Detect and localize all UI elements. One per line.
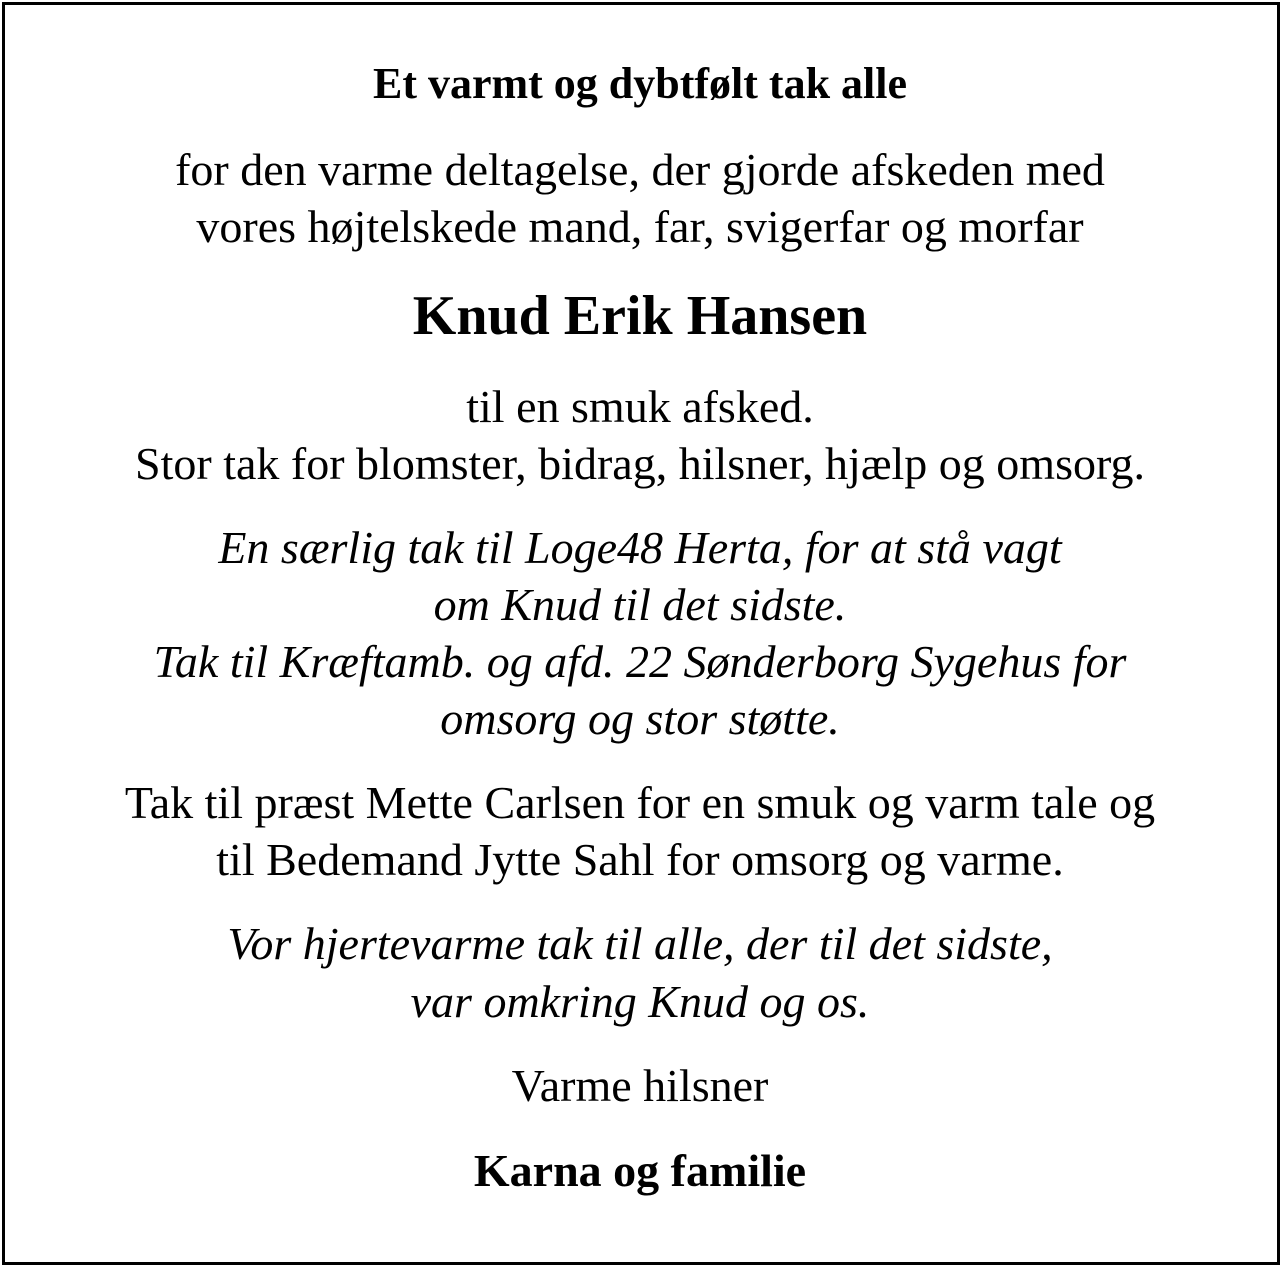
intro-line-1: for den varme deltagelse, der gjorde afskeden med bbox=[175, 144, 1105, 195]
closing-line-2: var omkring Knud og os. bbox=[410, 976, 870, 1027]
special-thanks-line-1: En særlig tak til Loge48 Herta, for at stå vagt bbox=[218, 522, 1062, 573]
priest-thanks-line-2: til Bedemand Jytte Sahl for omsorg og varme. bbox=[216, 834, 1064, 885]
signature: Karna og familie bbox=[473, 1145, 807, 1196]
special-thanks-line-4: omsorg og stor støtte. bbox=[440, 693, 840, 744]
farewell-line-1: til en smuk afsked. bbox=[466, 381, 814, 432]
farewell-line-2: Stor tak for blomster, bidrag, hilsner, hjælp og omsorg. bbox=[135, 438, 1145, 489]
notice-heading: Et varmt og dybtfølt tak alle bbox=[372, 59, 908, 108]
deceased-name: Knud Erik Hansen bbox=[412, 285, 868, 347]
special-thanks-line-2: om Knud til det sidste. bbox=[433, 579, 847, 630]
special-thanks-line-3: Tak til Kræftamb. og afd. 22 Sønderborg Sygehus for bbox=[153, 636, 1127, 687]
priest-thanks-line-1: Tak til præst Mette Carlsen for en smuk og varm tale og bbox=[124, 777, 1156, 828]
intro-line-2: vores højtelskede mand, far, svigerfar og morfar bbox=[196, 201, 1084, 252]
greeting: Varme hilsner bbox=[511, 1060, 769, 1111]
closing-line-1: Vor hjertevarme tak til alle, der til det sidste, bbox=[227, 918, 1053, 969]
